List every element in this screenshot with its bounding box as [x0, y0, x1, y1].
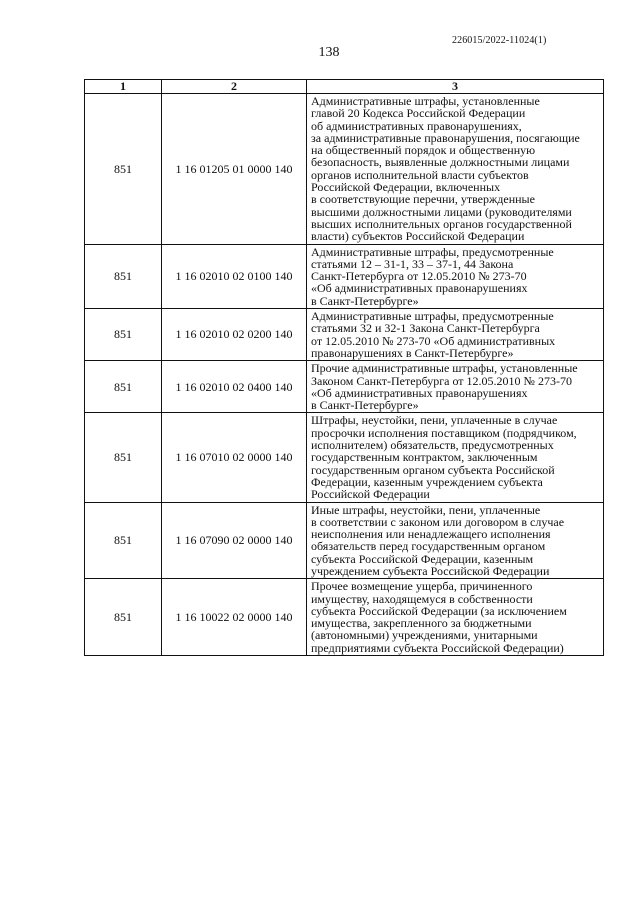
- revenue-description-cell: [307, 244, 604, 308]
- table-row: [85, 361, 604, 413]
- description-line: субъекта Российской Федерации, казенным: [311, 551, 534, 566]
- revenue-description-cell: [307, 502, 604, 579]
- description-line: об административных правонарушениях,: [311, 118, 522, 133]
- description-line: в соответствующие перечни, утвержденные: [311, 192, 535, 207]
- description-line: Российской Федерации: [311, 487, 430, 502]
- administrator-code-cell: 851: [85, 579, 162, 656]
- description-line: Административные штрафы, установленные: [311, 94, 540, 108]
- table-row: [85, 244, 604, 308]
- column-header-2: 2: [162, 80, 307, 94]
- description-line: высшими должностными лицами (руководителями: [311, 204, 572, 219]
- description-line: обязательств перед государственным органом: [311, 539, 546, 554]
- administrator-code-cell: 851: [85, 502, 162, 579]
- description-line: от 12.05.2010 № 273-70 «Об административных: [311, 333, 556, 348]
- revenue-description-cell: [307, 309, 604, 361]
- description-line: исполнителем) обязательств, предусмотренных: [311, 438, 554, 453]
- table-row: [85, 94, 604, 245]
- budget-classification-code-cell: 1 16 07010 02 0000 140: [162, 413, 307, 502]
- administrator-code-cell: 851: [85, 244, 162, 308]
- description-line: «Об административных правонарушениях: [311, 281, 528, 296]
- description-line: Санкт-Петербурга от 12.05.2010 № 273-70: [311, 269, 527, 284]
- administrator-code-cell: 851: [85, 309, 162, 361]
- description-line: «Об административных правонарушениях: [311, 385, 528, 400]
- table-row: [85, 413, 604, 502]
- description-line: субъекта Российской Федерации (за исключением: [311, 603, 567, 618]
- revenue-description-cell: [307, 94, 604, 245]
- description-line: безопасность, выявленные должностными лицами: [311, 155, 570, 170]
- page-number: 138: [318, 45, 340, 60]
- budget-classification-code-cell: 1 16 02010 02 0100 140: [162, 244, 307, 308]
- description-line: в Санкт-Петербурге»: [311, 398, 419, 413]
- description-line: высших исполнительных органов государственной: [311, 216, 572, 231]
- description-line: имущества, закрепленного за бюджетными: [311, 616, 532, 631]
- administrator-code-cell: 851: [85, 413, 162, 502]
- description-line: в соответствии с законом или договором в случае: [311, 514, 565, 529]
- description-line: Российской Федерации, включенных: [311, 180, 501, 195]
- description-line: государственным органом субъекта Российской: [311, 462, 555, 477]
- description-line: органов исполнительной власти субъектов: [311, 167, 529, 182]
- description-line: за административные правонарушения, посягающие: [311, 130, 580, 145]
- budget-classification-code-cell: 1 16 07090 02 0000 140: [162, 502, 307, 579]
- description-line: государственным контрактом, заключенным: [311, 450, 538, 465]
- description-line: просрочки исполнения поставщиком (подрядчиком,: [311, 425, 577, 440]
- description-line: власти) субъектов Российской Федерации: [311, 229, 525, 244]
- description-line: главой 20 Кодекса Российской Федерации: [311, 106, 526, 121]
- table-row: [85, 309, 604, 361]
- table-row: [85, 502, 604, 579]
- revenue-description-cell: [307, 361, 604, 413]
- description-line: Прочие административные штрафы, установленные: [311, 361, 578, 376]
- column-header-1: 1: [85, 80, 162, 94]
- description-line: Законом Санкт-Петербурга от 12.05.2010 № 273-70: [311, 373, 572, 388]
- budget-classification-code-cell: 1 16 02010 02 0200 140: [162, 309, 307, 361]
- description-line: Штрафы, неустойки, пени, уплаченные в случае: [311, 413, 558, 428]
- description-line: Прочее возмещение ущерба, причиненного: [311, 579, 533, 594]
- revenue-codes-table: [84, 79, 604, 656]
- description-line: на общественный порядок и общественную: [311, 143, 536, 158]
- description-line: неисполнения или ненадлежащего исполнения: [311, 527, 551, 542]
- description-line: Административные штрафы, предусмотренные: [311, 244, 554, 259]
- administrator-code-cell: 851: [85, 94, 162, 245]
- description-line: Иные штрафы, неустойки, пени, уплаченные: [311, 502, 541, 517]
- description-line: статьями 12 – 31-1, 33 – 37-1, 44 Закона: [311, 256, 514, 271]
- description-line: имуществу, находящемуся в собственности: [311, 591, 533, 606]
- column-header-3: 3: [307, 80, 604, 94]
- revenue-description-cell: [307, 413, 604, 502]
- document-registration-number: 226015/2022-11024(1): [452, 35, 547, 46]
- table-body: [85, 94, 604, 656]
- table-header-row: [85, 80, 604, 94]
- description-line: в Санкт-Петербурге»: [311, 293, 419, 308]
- description-line: статьями 32 и 32-1 Закона Санкт-Петербурга: [311, 321, 540, 336]
- description-line: Федерации, казенным учреждением субъекта: [311, 474, 543, 489]
- budget-classification-code-cell: 1 16 10022 02 0000 140: [162, 579, 307, 656]
- table-row: [85, 579, 604, 656]
- administrator-code-cell: 851: [85, 361, 162, 413]
- budget-classification-code-cell: 1 16 01205 01 0000 140: [162, 94, 307, 245]
- revenue-description-cell: [307, 579, 604, 656]
- description-line: правонарушениях в Санкт-Петербурге»: [311, 345, 514, 360]
- description-line: учреждением субъекта Российской Федерации: [311, 563, 550, 578]
- budget-classification-code-cell: 1 16 02010 02 0400 140: [162, 361, 307, 413]
- description-line: (автономными) учреждениями, унитарными: [311, 628, 538, 643]
- description-line: предприятиями субъекта Российской Федерации): [311, 640, 564, 655]
- description-line: Административные штрафы, предусмотренные: [311, 309, 554, 324]
